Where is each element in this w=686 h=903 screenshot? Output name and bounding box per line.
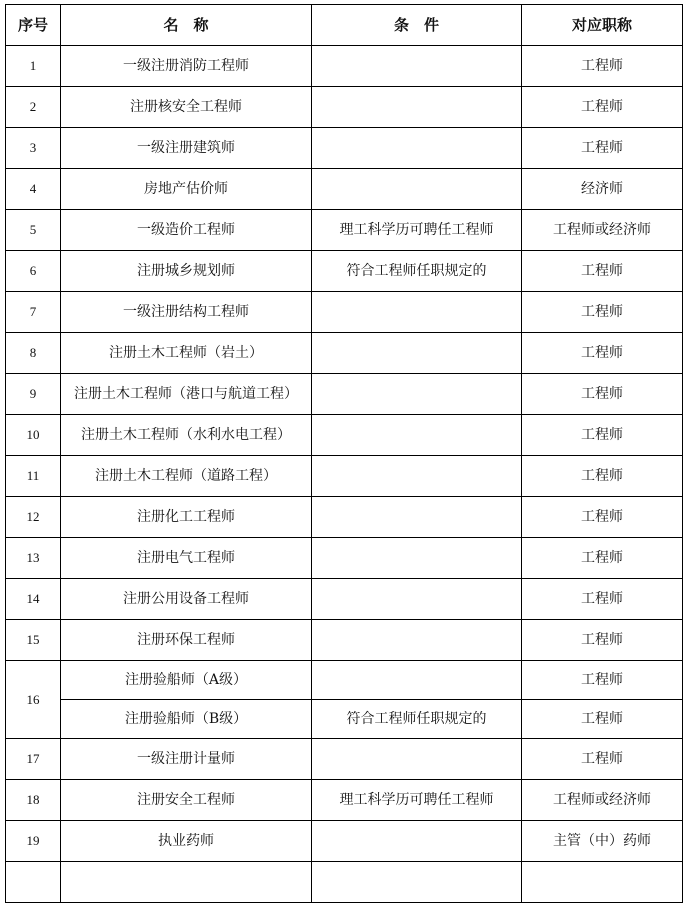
- cell-condition: [312, 579, 522, 620]
- table-row: [6, 128, 683, 169]
- cell-name: 房地产估价师: [61, 169, 312, 210]
- table-row: [6, 415, 683, 456]
- cell-condition: [312, 333, 522, 374]
- cell-name: 注册公用设备工程师: [61, 579, 312, 620]
- table-header-row: [6, 5, 683, 46]
- cell-name: 一级注册结构工程师: [61, 292, 312, 333]
- cell-name: 注册验船师（B级）: [61, 700, 312, 739]
- cell-condition: [312, 739, 522, 780]
- cell-title: 工程师: [522, 538, 683, 579]
- cell-condition: 符合工程师任职规定的: [312, 251, 522, 292]
- cell-name: 注册安全工程师: [61, 780, 312, 821]
- cell-name: 注册土木工程师（港口与航道工程）: [61, 374, 312, 415]
- cell-title: 工程师: [522, 87, 683, 128]
- cell-empty: [312, 862, 522, 903]
- cell-name: 注册化工工程师: [61, 497, 312, 538]
- cell-title: 工程师: [522, 46, 683, 87]
- cell-condition: [312, 497, 522, 538]
- cell-title: 工程师或经济师: [522, 780, 683, 821]
- cell-title: 工程师: [522, 739, 683, 780]
- cell-title: 工程师: [522, 661, 683, 700]
- table-body: [6, 46, 683, 903]
- cell-name: 一级注册建筑师: [61, 128, 312, 169]
- cell-no: 19: [6, 821, 61, 862]
- cell-title: 主管（中）药师: [522, 821, 683, 862]
- cell-name: 注册土木工程师（岩土）: [61, 333, 312, 374]
- cell-name: 注册验船师（A级）: [61, 661, 312, 700]
- cell-no: 15: [6, 620, 61, 661]
- qualification-table: [5, 4, 683, 903]
- cell-name: 注册城乡规划师: [61, 251, 312, 292]
- cell-no: 12: [6, 497, 61, 538]
- cell-condition: [312, 374, 522, 415]
- cell-condition: [312, 538, 522, 579]
- cell-title: 工程师: [522, 579, 683, 620]
- cell-name: 一级注册计量师: [61, 739, 312, 780]
- cell-no: 10: [6, 415, 61, 456]
- cell-condition: [312, 87, 522, 128]
- cell-condition: [312, 620, 522, 661]
- table-row: [6, 456, 683, 497]
- cell-name: 注册土木工程师（水利水电工程）: [61, 415, 312, 456]
- cell-no: 16: [6, 661, 61, 739]
- header-no: 序号: [6, 5, 61, 46]
- cell-title: 工程师: [522, 700, 683, 739]
- table-row: [6, 46, 683, 87]
- cell-condition: [312, 456, 522, 497]
- header-condition: 条 件: [312, 5, 522, 46]
- cell-title: 经济师: [522, 169, 683, 210]
- cell-title: 工程师: [522, 374, 683, 415]
- table-row: [6, 661, 683, 700]
- table-row: [6, 251, 683, 292]
- cell-empty: [522, 862, 683, 903]
- cell-condition: [312, 46, 522, 87]
- header-title: 对应职称: [522, 5, 683, 46]
- cell-no: 14: [6, 579, 61, 620]
- table-row: [6, 620, 683, 661]
- cell-condition: 理工科学历可聘任工程师: [312, 780, 522, 821]
- cell-no: 6: [6, 251, 61, 292]
- table-row: [6, 862, 683, 903]
- table-row: [6, 87, 683, 128]
- cell-no: 3: [6, 128, 61, 169]
- header-name: 名 称: [61, 5, 312, 46]
- cell-condition: [312, 661, 522, 700]
- cell-title: 工程师: [522, 251, 683, 292]
- cell-name: 注册环保工程师: [61, 620, 312, 661]
- cell-name: 一级造价工程师: [61, 210, 312, 251]
- table-row: [6, 169, 683, 210]
- cell-no: 13: [6, 538, 61, 579]
- cell-title: 工程师: [522, 497, 683, 538]
- cell-no: 1: [6, 46, 61, 87]
- cell-name: 执业药师: [61, 821, 312, 862]
- cell-no: 5: [6, 210, 61, 251]
- table-row: [6, 210, 683, 251]
- cell-condition: 理工科学历可聘任工程师: [312, 210, 522, 251]
- cell-no: 11: [6, 456, 61, 497]
- cell-title: 工程师: [522, 415, 683, 456]
- table-row: [6, 780, 683, 821]
- cell-condition: [312, 169, 522, 210]
- cell-condition: [312, 292, 522, 333]
- cell-no: 7: [6, 292, 61, 333]
- cell-condition: [312, 821, 522, 862]
- table-row: [6, 538, 683, 579]
- cell-no: 4: [6, 169, 61, 210]
- table-row: [6, 374, 683, 415]
- table-row: [6, 821, 683, 862]
- table-row: [6, 497, 683, 538]
- table-row: [6, 292, 683, 333]
- cell-condition: 符合工程师任职规定的: [312, 700, 522, 739]
- cell-title: 工程师: [522, 128, 683, 169]
- table-row: [6, 739, 683, 780]
- qualification-table-container: [5, 4, 682, 903]
- cell-condition: [312, 128, 522, 169]
- cell-no: 2: [6, 87, 61, 128]
- cell-no: 18: [6, 780, 61, 821]
- cell-condition: [312, 415, 522, 456]
- cell-name: 注册土木工程师（道路工程）: [61, 456, 312, 497]
- table-row: [6, 333, 683, 374]
- cell-empty: [61, 862, 312, 903]
- table-row: [6, 579, 683, 620]
- cell-title: 工程师: [522, 292, 683, 333]
- cell-title: 工程师: [522, 456, 683, 497]
- cell-no: 8: [6, 333, 61, 374]
- cell-title: 工程师: [522, 333, 683, 374]
- cell-empty: [6, 862, 61, 903]
- table-row: [6, 700, 683, 739]
- cell-no: 17: [6, 739, 61, 780]
- cell-title: 工程师或经济师: [522, 210, 683, 251]
- cell-no: 9: [6, 374, 61, 415]
- cell-title: 工程师: [522, 620, 683, 661]
- cell-name: 注册核安全工程师: [61, 87, 312, 128]
- cell-name: 一级注册消防工程师: [61, 46, 312, 87]
- cell-name: 注册电气工程师: [61, 538, 312, 579]
